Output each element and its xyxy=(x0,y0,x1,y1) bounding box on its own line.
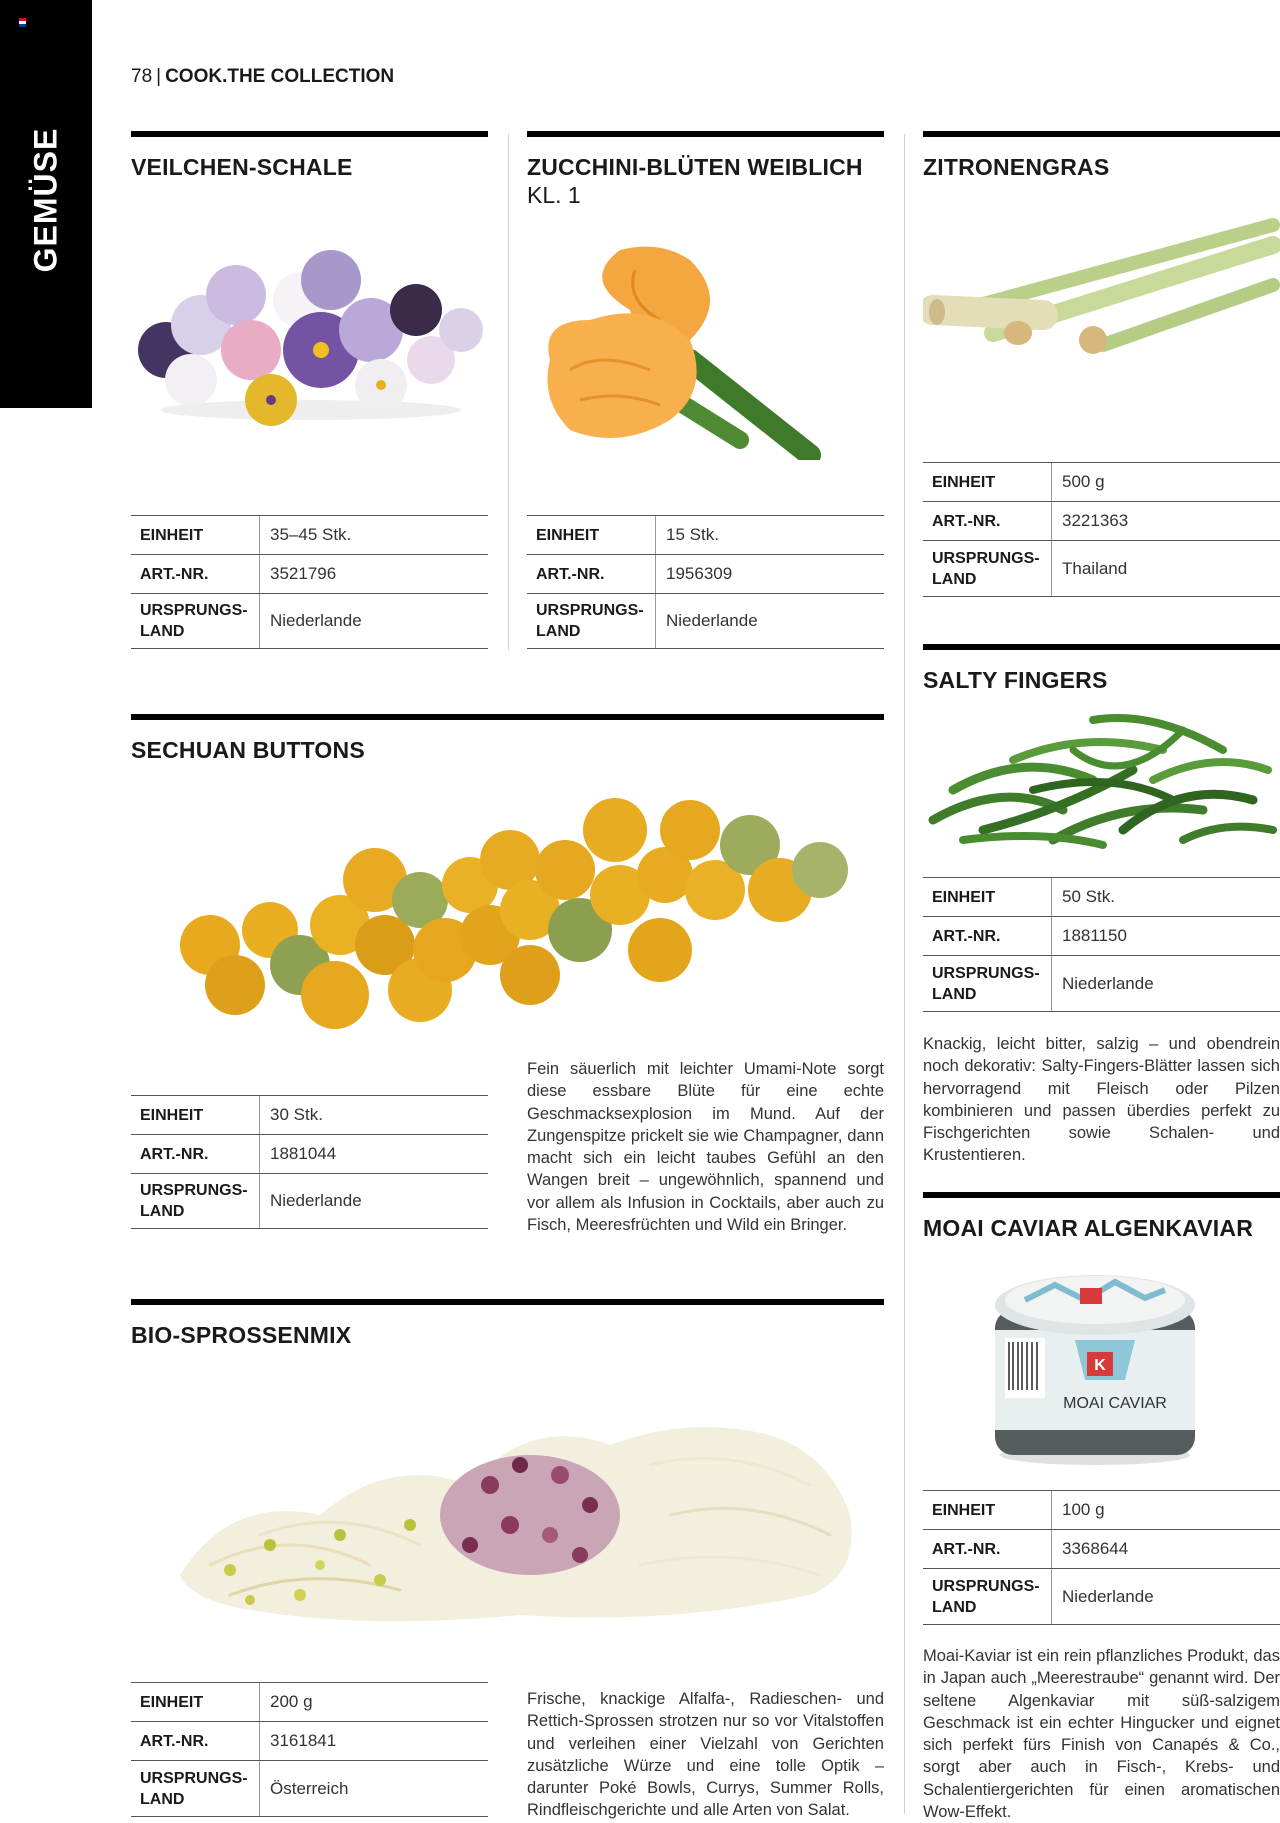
unit-label: EINHEIT xyxy=(923,1491,1052,1529)
product-zitronengras xyxy=(923,131,1280,181)
section-rule xyxy=(923,1192,1280,1198)
origin-label: URSPRUNGS- LAND xyxy=(131,594,260,648)
unit-label: EINHEIT xyxy=(923,463,1052,501)
product-moai-caviar xyxy=(923,1192,1280,1242)
product-subtitle: KL. 1 xyxy=(527,182,581,208)
sechuan-buttons-image xyxy=(170,780,860,1040)
article-number-value: 3521796 xyxy=(270,564,337,583)
category-label: GEMÜSE xyxy=(27,127,64,273)
product-info-table xyxy=(923,877,1280,1012)
unit-value: 200 g xyxy=(270,1692,313,1711)
article-number-label: ART.-NR. xyxy=(131,555,260,593)
article-number-label: ART.-NR. xyxy=(923,502,1052,540)
origin-label: URSPRUNGS- LAND xyxy=(131,1174,260,1228)
product-description: Frische, knackige Alfalfa-, Radieschen- und Rettich-Sprossen strotzen nur so vor Vitalstoffen und verleihen einer Vielzahl von Gerichten zusätzliche Würze und eine tolle Optik – darunter Poké Bowls, Currys, Summer Rolls, Rindfleischgerichte und alle Arten von Salat. xyxy=(527,1690,884,1820)
product-title: ZITRONENGRAS xyxy=(923,154,1110,180)
article-number-value: 3221363 xyxy=(1062,511,1129,530)
origin-value: Niederlande xyxy=(270,611,362,630)
article-number-label: ART.-NR. xyxy=(923,1530,1052,1568)
salty-fingers-image xyxy=(923,690,1280,860)
product-title: MOAI CAVIAR ALGENKAVIAR xyxy=(923,1215,1254,1241)
origin-value: Niederlande xyxy=(666,611,758,630)
zucchini-flowers-image xyxy=(540,240,860,460)
origin-label: URSPRUNGS- LAND xyxy=(131,1761,260,1816)
origin-label: URSPRUNGS- LAND xyxy=(923,956,1052,1011)
product-info-table xyxy=(131,1095,488,1229)
page-header xyxy=(131,66,394,88)
violet-flowers-image xyxy=(131,240,488,430)
unit-label: EINHEIT xyxy=(923,878,1052,916)
product-zucchini-blueten xyxy=(527,131,884,209)
product-description: Knackig, leicht bitter, salzig – und obendrein noch dekorativ: Salty-Fingers-Blätter lassen sich hervorragend mit Fleisch oder Pilzen kombinieren und passen überdies perfekt zu Fischgerichten sowie Schalen- und Krustentieren. xyxy=(923,1035,1280,1165)
origin-value: Österreich xyxy=(270,1778,349,1798)
header-separator: | xyxy=(156,66,162,87)
origin-value: Thailand xyxy=(1062,558,1128,578)
product-info-table xyxy=(131,515,488,649)
product-veilchen-schale xyxy=(131,131,488,181)
unit-label: EINHEIT xyxy=(527,516,656,554)
product-info-table xyxy=(131,1682,488,1817)
catalog-title: COOK.THE COLLECTION xyxy=(165,66,395,87)
jar-label-text: MOAI CAVIAR xyxy=(1063,1395,1167,1412)
section-rule xyxy=(923,644,1280,650)
origin-label: URSPRUNGS- LAND xyxy=(527,594,656,648)
section-rule xyxy=(131,714,884,720)
product-info-table xyxy=(527,515,884,649)
column-divider xyxy=(508,134,509,650)
unit-value: 100 g xyxy=(1062,1500,1105,1519)
article-number-value: 1881150 xyxy=(1062,926,1127,945)
product-info-table xyxy=(923,462,1280,597)
sprouts-mix-image xyxy=(170,1395,860,1635)
article-number-label: ART.-NR. xyxy=(527,555,656,593)
section-rule xyxy=(527,131,884,137)
product-description: Moai-Kaviar ist ein rein pflanzliches Produkt, das in Japan auch „Meerestraube“ genannt wird. Der seltene Algenkaviar mit süß-salzigem Geschmack ist ein echter Hingucker und eignet sich perfekt fürs Finish von Canapés & Co., sorgt aber auch in Fisch-, Krebs- und Schalentiergerichten für einen aromatischen Wow-Effekt. xyxy=(923,1647,1280,1822)
product-sechuan-buttons xyxy=(131,714,884,764)
moai-caviar-jar-image xyxy=(985,1260,1205,1470)
jar-brand-logo: K xyxy=(1094,1357,1106,1374)
article-number-value: 3161841 xyxy=(270,1731,337,1750)
origin-value: Niederlande xyxy=(270,1191,362,1210)
unit-value: 500 g xyxy=(1062,472,1105,491)
section-rule xyxy=(131,1299,884,1305)
product-title: BIO-SPROSSENMIX xyxy=(131,1322,352,1348)
section-rule xyxy=(131,131,488,137)
product-title: VEILCHEN-SCHALE xyxy=(131,154,353,180)
unit-value: 35–45 Stk. xyxy=(270,525,352,544)
unit-value: 30 Stk. xyxy=(270,1105,323,1124)
column-divider xyxy=(904,134,905,1814)
origin-label: URSPRUNGS- LAND xyxy=(923,1569,1052,1624)
origin-value: Niederlande xyxy=(1062,1586,1154,1606)
article-number-value: 1881044 xyxy=(270,1144,337,1163)
origin-value: Niederlande xyxy=(1062,973,1154,993)
product-title: ZUCCHINI-BLÜTEN WEIBLICH xyxy=(527,154,863,180)
article-number-label: ART.-NR. xyxy=(923,917,1052,955)
product-title: SALTY FINGERS xyxy=(923,667,1108,693)
category-sidebar xyxy=(0,0,92,408)
product-title: SECHUAN BUTTONS xyxy=(131,737,365,763)
article-number-label: ART.-NR. xyxy=(131,1135,260,1173)
article-number-label: ART.-NR. xyxy=(131,1722,260,1760)
unit-value: 15 Stk. xyxy=(666,525,719,544)
article-number-value: 1956309 xyxy=(666,564,733,583)
product-description: Fein säuerlich mit leichter Umami-Note sorgt diese essbare Blüte für eine echte Geschmacksexplosion im Mund. Auf der Zungenspitze prickelt sie wie Champagner, dann macht sich ein leicht taubes Gefühl an den Wangen breit – ungewöhnlich, spannend und vor allem als Infusion in Cocktails, aber auch zu Fisch, Meeresfrüchten und Wild ein Bringer. xyxy=(527,1060,884,1235)
product-salty-fingers xyxy=(923,644,1280,694)
origin-label: URSPRUNGS- LAND xyxy=(923,541,1052,596)
unit-label: EINHEIT xyxy=(131,516,260,554)
page-number: 78 xyxy=(131,66,153,87)
product-bio-sprossenmix xyxy=(131,1299,884,1349)
flag-icon xyxy=(19,18,26,27)
unit-label: EINHEIT xyxy=(131,1096,260,1134)
unit-value: 50 Stk. xyxy=(1062,887,1115,906)
lemongrass-image xyxy=(923,215,1280,365)
section-rule xyxy=(923,131,1280,137)
product-info-table xyxy=(923,1490,1280,1625)
article-number-value: 3368644 xyxy=(1062,1539,1129,1558)
unit-label: EINHEIT xyxy=(131,1683,260,1721)
